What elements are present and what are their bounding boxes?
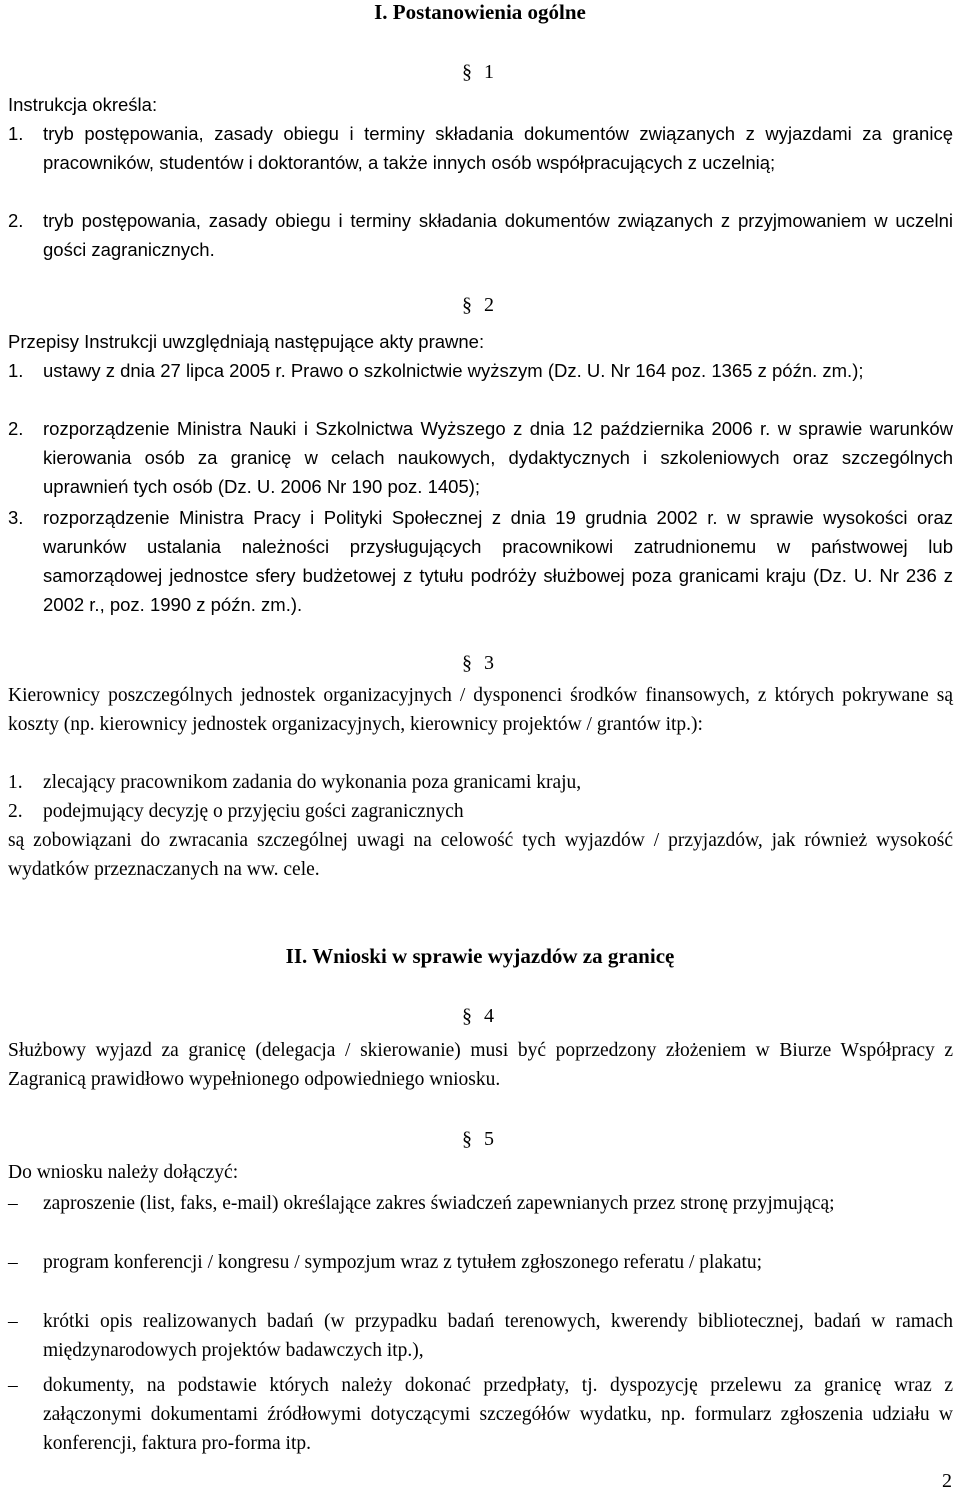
paragraph-mark-2: [462, 293, 494, 317]
paragraph-intro-3: Kierownicy poszczególnych jednostek organizacyjnych / dysponenci środków finansowych, z których pokrywane są koszty (np. kierownicy jednostek organizacyjnych, kierownicy projektów / grantów itp.):: [8, 685, 953, 735]
paragraph-intro-1: Instrukcja określa:: [8, 94, 158, 115]
list-text: rozporządzenie Ministra Pracy i Polityki Społecznej z dnia 19 grudnia 2002 r. w sprawie wysokości oraz warunków ustalania należności przysługujących pracownikowi zatrudnionemu w państwowej lub samorządowej jednostce sfery budżetowej z tytułu podróży służbowej poza granicami kraju (Dz. U. Nr 236 z 2002 r., poz. 1990 z późn. zm.).: [43, 507, 953, 615]
bullet-item: [8, 1189, 953, 1218]
list-number: 2.: [8, 210, 24, 231]
paragraph-intro-2: Przepisy Instrukcji uwzględniają następujące akty prawne:: [8, 331, 485, 352]
section-heading-2: II. Wnioski w sprawie wyjazdów za granicę: [285, 944, 675, 968]
list-item: [8, 206, 953, 264]
paragraph-number: 2: [484, 294, 494, 316]
bullet-item: [8, 1307, 953, 1365]
paragraph-text-4: Służbowy wyjazd za granicę (delegacja / skierowanie) musi być poprzedzony złożeniem w Biurze Współpracy z Zagranicą prawidłowo wypełnionego odpowiedniego wniosku.: [8, 1040, 953, 1090]
list-text: tryb postępowania, zasady obiegu i terminy składania dokumentów związanych z przyjmowaniem w uczelni gości zagranicznych.: [43, 210, 953, 260]
paragraph-mark-1: [462, 60, 494, 84]
paragraph-mark-3: [462, 651, 494, 675]
list-text: rozporządzenie Ministra Nauki i Szkolnictwa Wyższego z dnia 12 października 2006 r. w sprawie warunków kierowania osób za granicę w celach naukowych, dydaktycznych i szkoleniowych oraz szczególnych uprawnień tych osób (Dz. U. 2006 Nr 190 poz. 1405);: [43, 418, 953, 497]
list-number: 1.: [8, 772, 23, 793]
list-item: [8, 503, 953, 619]
bullet-item: [8, 1371, 953, 1458]
section-sign: §: [462, 652, 472, 674]
list-item: [8, 356, 953, 385]
paragraph-mark-4: [462, 1004, 494, 1028]
paragraph-number: 3: [484, 652, 494, 674]
list-text: tryb postępowania, zasady obiegu i terminy składania dokumentów związanych z wyjazdami za granicę pracowników, studentów i doktorantów, a także innych osób współpracujących z uczelnią;: [43, 123, 953, 173]
section-sign: §: [462, 1128, 472, 1150]
list-item: [8, 768, 953, 797]
list-text: zlecający pracownikom zadania do wykonania poza granicami kraju,: [43, 772, 582, 793]
paragraph-number: 1: [484, 61, 494, 83]
section-heading-1: I. Postanowienia ogólne: [374, 0, 586, 24]
list-item: [8, 119, 953, 177]
list-number: 2.: [8, 418, 24, 439]
list-number: 1.: [8, 360, 24, 381]
bullet-text: krótki opis realizowanych badań (w przypadku badań terenowych, kwerendy bibliotecznej, badań w ramach międzynarodowych projektów badawczych itp.),: [43, 1311, 953, 1361]
paragraph-mark-5: [462, 1127, 494, 1151]
list-number: 2.: [8, 801, 23, 822]
list-text: podejmujący decyzję o przyjęciu gości zagranicznych: [43, 801, 464, 822]
section-sign: §: [462, 61, 472, 83]
list-text: ustawy z dnia 27 lipca 2005 r. Prawo o szkolnictwie wyższym (Dz. U. Nr 164 poz. 1365 z późn. zm.);: [43, 360, 864, 381]
paragraph-number: 5: [484, 1128, 494, 1150]
list-item: [8, 414, 953, 501]
section-sign: §: [462, 1005, 472, 1027]
dash-marker: –: [8, 1252, 18, 1273]
page-number: 2: [942, 1470, 952, 1492]
dash-marker: –: [8, 1375, 18, 1396]
paragraph-number: 4: [484, 1005, 494, 1027]
dash-marker: –: [8, 1311, 18, 1332]
bullet-text: dokumenty, na podstawie których należy dokonać przedpłaty, tj. dyspozycję przelewu za granicę wraz z załączonymi dokumentami źródłowymi dotyczącymi szczegółów wydatku, np. formularz zgłoszenia udziału w konferencji, faktura pro-forma itp.: [43, 1375, 953, 1454]
bullet-item: [8, 1248, 953, 1277]
paragraph-outro-3: są zobowiązani do zwracania szczególnej uwagi na celowość tych wyjazdów / przyjazdów, jak również wysokość wydatków przeznaczanych na ww. cele.: [8, 830, 953, 880]
list-number: 1.: [8, 123, 24, 144]
list-item: [8, 797, 953, 826]
bullet-text: program konferencji / kongresu / sympozjum wraz z tytułem zgłoszonego referatu / plakatu;: [43, 1252, 763, 1273]
paragraph-intro-5: Do wniosku należy dołączyć:: [8, 1162, 239, 1183]
bullet-text: zaproszenie (list, faks, e-mail) określające zakres świadczeń zapewnianych przez stronę przyjmującą;: [43, 1193, 835, 1214]
dash-marker: –: [8, 1193, 18, 1214]
section-sign: §: [462, 294, 472, 316]
list-number: 3.: [8, 507, 24, 528]
